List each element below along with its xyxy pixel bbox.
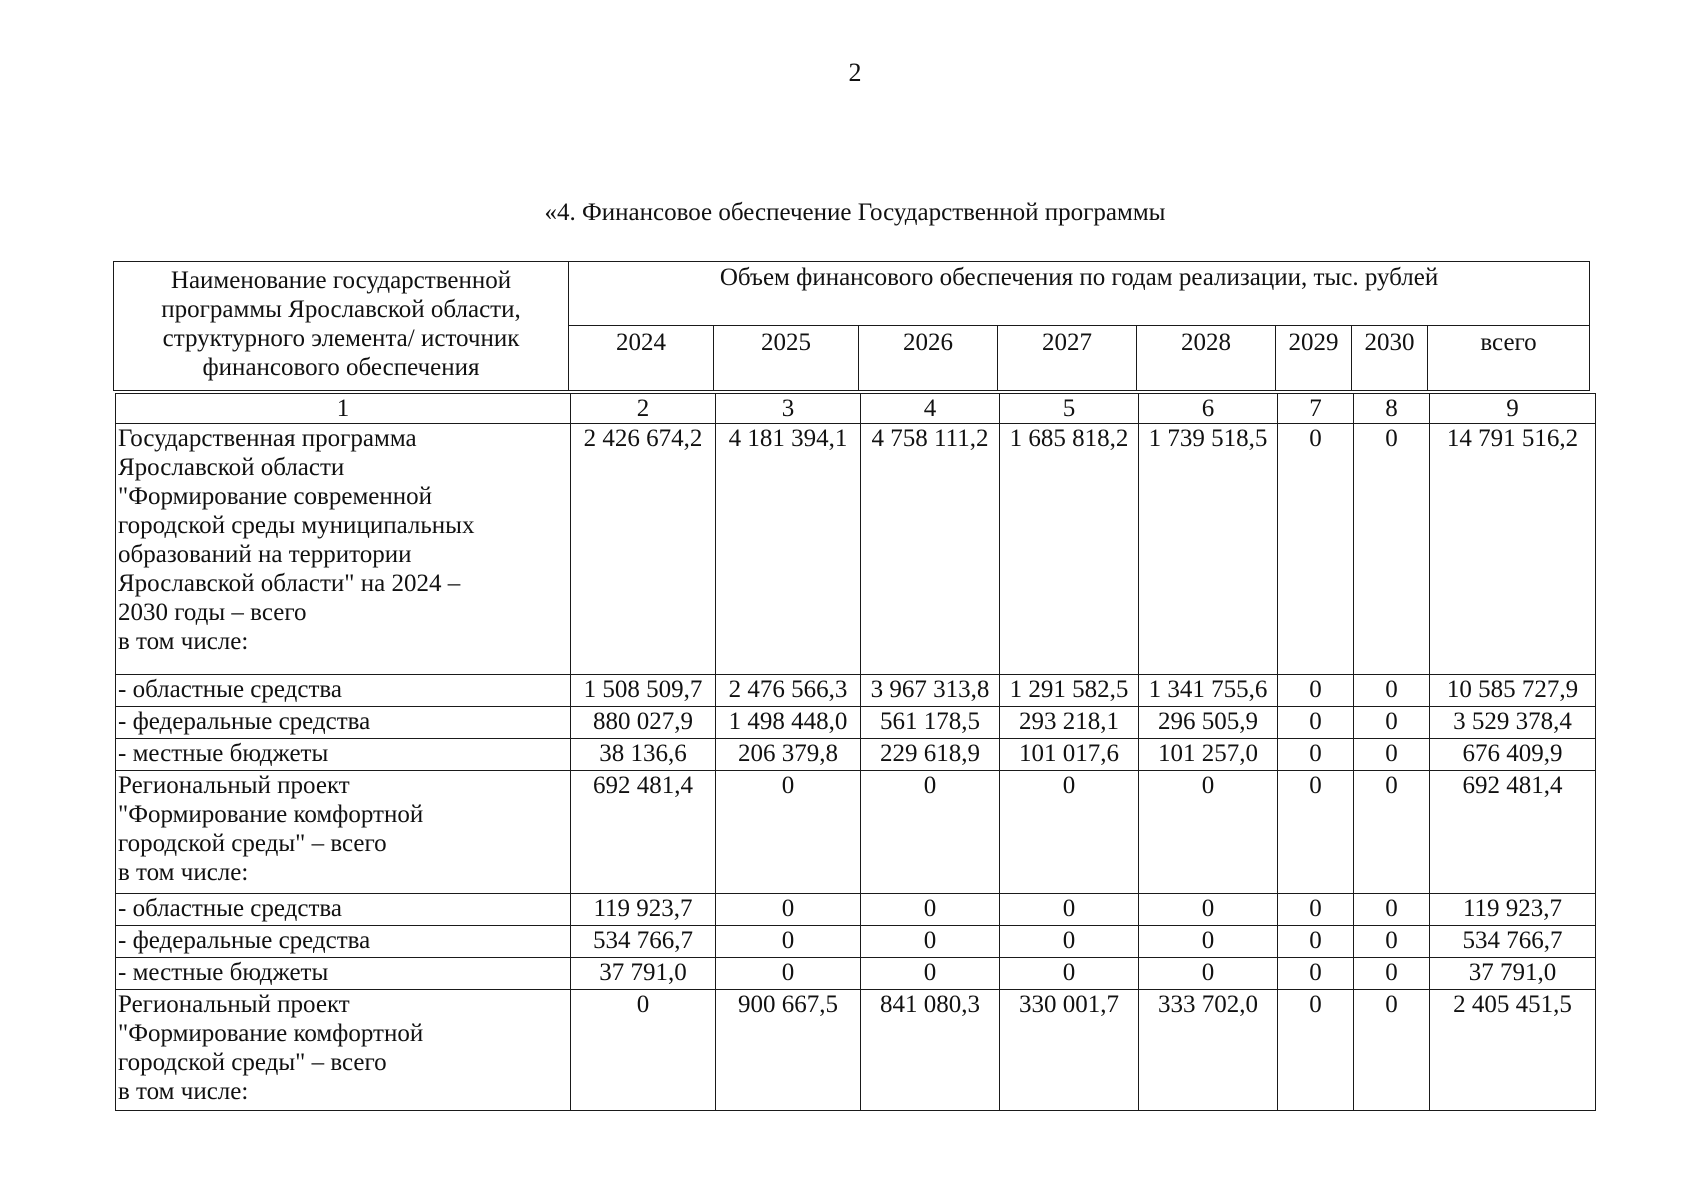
table-row <box>116 990 1596 1111</box>
row-name: - областные средства <box>116 894 571 926</box>
row-value-cell: 1 739 518,5 <box>1139 424 1278 675</box>
row-value-cell: 0 <box>1354 424 1430 675</box>
row-value-cell: 4 758 111,2 <box>861 424 1000 675</box>
row-total-cell: 119 923,7 <box>1430 894 1596 926</box>
row-value-cell: 561 178,5 <box>861 707 1000 739</box>
column-number: 7 <box>1278 394 1354 424</box>
row-value-cell: 0 <box>1000 771 1139 894</box>
row-value-cell: 4 181 394,1 <box>716 424 861 675</box>
row-value-cell: 0 <box>716 894 861 926</box>
row-value-cell: 1 291 582,5 <box>1000 675 1139 707</box>
header-total: всего <box>1428 326 1590 391</box>
row-value-cell: 1 498 448,0 <box>716 707 861 739</box>
row-name: - федеральные средства <box>116 707 571 739</box>
row-value-cell: 330 001,7 <box>1000 990 1139 1111</box>
row-value-cell: 0 <box>1354 894 1430 926</box>
row-value-cell: 0 <box>1139 926 1278 958</box>
column-number: 6 <box>1139 394 1278 424</box>
row-value-cell: 0 <box>1354 739 1430 771</box>
row-value-cell: 900 667,5 <box>716 990 861 1111</box>
header-name-column: Наименование государственной программы Ярославской области, структурного элемента/ источник финансового обеспечения <box>114 262 569 391</box>
header-year: 2026 <box>859 326 998 391</box>
table-row <box>116 675 1596 707</box>
table-row <box>116 926 1596 958</box>
row-value-cell: 0 <box>1354 958 1430 990</box>
row-value-cell: 0 <box>1278 739 1354 771</box>
row-value-cell: 37 791,0 <box>571 958 716 990</box>
row-name: Региональный проект "Формирование комфортной городской среды" – всего в том числе: <box>116 990 571 1111</box>
row-total-cell: 14 791 516,2 <box>1430 424 1596 675</box>
row-value-cell: 296 505,9 <box>1139 707 1278 739</box>
row-value-cell: 38 136,6 <box>571 739 716 771</box>
column-numbers-row <box>116 394 1596 424</box>
header-year: 2030 <box>1352 326 1428 391</box>
row-value-cell: 3 967 313,8 <box>861 675 1000 707</box>
row-total-cell: 2 405 451,5 <box>1430 990 1596 1111</box>
column-number: 2 <box>571 394 716 424</box>
header-year: 2024 <box>569 326 714 391</box>
table-row <box>116 739 1596 771</box>
table-row <box>116 894 1596 926</box>
row-total-cell: 676 409,9 <box>1430 739 1596 771</box>
funding-table <box>115 393 1596 1111</box>
header-year: 2029 <box>1276 326 1352 391</box>
row-value-cell: 0 <box>1278 926 1354 958</box>
row-value-cell: 333 702,0 <box>1139 990 1278 1111</box>
row-value-cell: 101 257,0 <box>1139 739 1278 771</box>
row-value-cell: 0 <box>1278 424 1354 675</box>
row-value-cell: 0 <box>861 926 1000 958</box>
row-value-cell: 841 080,3 <box>861 990 1000 1111</box>
row-total-cell: 692 481,4 <box>1430 771 1596 894</box>
header-volume: Объем финансового обеспечения по годам реализации, тыс. рублей <box>569 262 1590 326</box>
row-name: - местные бюджеты <box>116 958 571 990</box>
table-row <box>116 707 1596 739</box>
row-value-cell: 0 <box>1278 771 1354 894</box>
row-value-cell: 1 508 509,7 <box>571 675 716 707</box>
row-value-cell: 0 <box>1000 894 1139 926</box>
row-value-cell: 0 <box>1354 675 1430 707</box>
row-value-cell: 229 618,9 <box>861 739 1000 771</box>
row-name: Государственная программа Ярославской области "Формирование современной городской среды муниципальных образований на территории Ярославской области" на 2024 – 2030 годы – всего в том числе: <box>116 424 571 675</box>
table-header <box>113 261 1590 391</box>
row-total-cell: 37 791,0 <box>1430 958 1596 990</box>
row-name: - федеральные средства <box>116 926 571 958</box>
row-value-cell: 0 <box>1354 771 1430 894</box>
row-value-cell: 101 017,6 <box>1000 739 1139 771</box>
row-value-cell: 0 <box>861 958 1000 990</box>
row-value-cell: 0 <box>716 926 861 958</box>
row-name: - местные бюджеты <box>116 739 571 771</box>
row-value-cell: 0 <box>1278 707 1354 739</box>
row-value-cell: 0 <box>1278 958 1354 990</box>
row-value-cell: 0 <box>861 771 1000 894</box>
row-total-cell: 10 585 727,9 <box>1430 675 1596 707</box>
row-value-cell: 2 476 566,3 <box>716 675 861 707</box>
column-number: 8 <box>1354 394 1430 424</box>
row-value-cell: 0 <box>716 771 861 894</box>
row-value-cell: 0 <box>861 894 1000 926</box>
header-year: 2027 <box>998 326 1137 391</box>
row-value-cell: 1 685 818,2 <box>1000 424 1139 675</box>
row-value-cell: 0 <box>1278 675 1354 707</box>
row-value-cell: 0 <box>1139 958 1278 990</box>
row-value-cell: 206 379,8 <box>716 739 861 771</box>
row-value-cell: 0 <box>1000 958 1139 990</box>
row-total-cell: 3 529 378,4 <box>1430 707 1596 739</box>
row-total-cell: 534 766,7 <box>1430 926 1596 958</box>
row-value-cell: 0 <box>1139 894 1278 926</box>
table-row <box>116 958 1596 990</box>
row-value-cell: 0 <box>1354 707 1430 739</box>
column-number: 5 <box>1000 394 1139 424</box>
section-title: «4. Финансовое обеспечение Государственной программы <box>544 199 1166 226</box>
row-value-cell: 0 <box>1000 926 1139 958</box>
row-value-cell: 0 <box>1278 990 1354 1111</box>
row-value-cell: 2 426 674,2 <box>571 424 716 675</box>
row-name: Региональный проект "Формирование комфортной городской среды" – всего в том числе: <box>116 771 571 894</box>
row-value-cell: 692 481,4 <box>571 771 716 894</box>
row-name: - областные средства <box>116 675 571 707</box>
column-number: 3 <box>716 394 861 424</box>
row-value-cell: 0 <box>716 958 861 990</box>
row-value-cell: 0 <box>1139 771 1278 894</box>
row-value-cell: 534 766,7 <box>571 926 716 958</box>
row-value-cell: 880 027,9 <box>571 707 716 739</box>
row-value-cell: 0 <box>1278 894 1354 926</box>
column-number: 9 <box>1430 394 1596 424</box>
row-value-cell: 1 341 755,6 <box>1139 675 1278 707</box>
row-value-cell: 0 <box>1354 926 1430 958</box>
column-number: 1 <box>116 394 571 424</box>
column-number: 4 <box>861 394 1000 424</box>
table-row <box>116 424 1596 675</box>
row-value-cell: 0 <box>1354 990 1430 1111</box>
page-number: 2 <box>848 58 862 87</box>
table-row <box>116 771 1596 894</box>
row-value-cell: 0 <box>571 990 716 1111</box>
row-value-cell: 119 923,7 <box>571 894 716 926</box>
header-year: 2025 <box>714 326 859 391</box>
header-year: 2028 <box>1137 326 1276 391</box>
row-value-cell: 293 218,1 <box>1000 707 1139 739</box>
